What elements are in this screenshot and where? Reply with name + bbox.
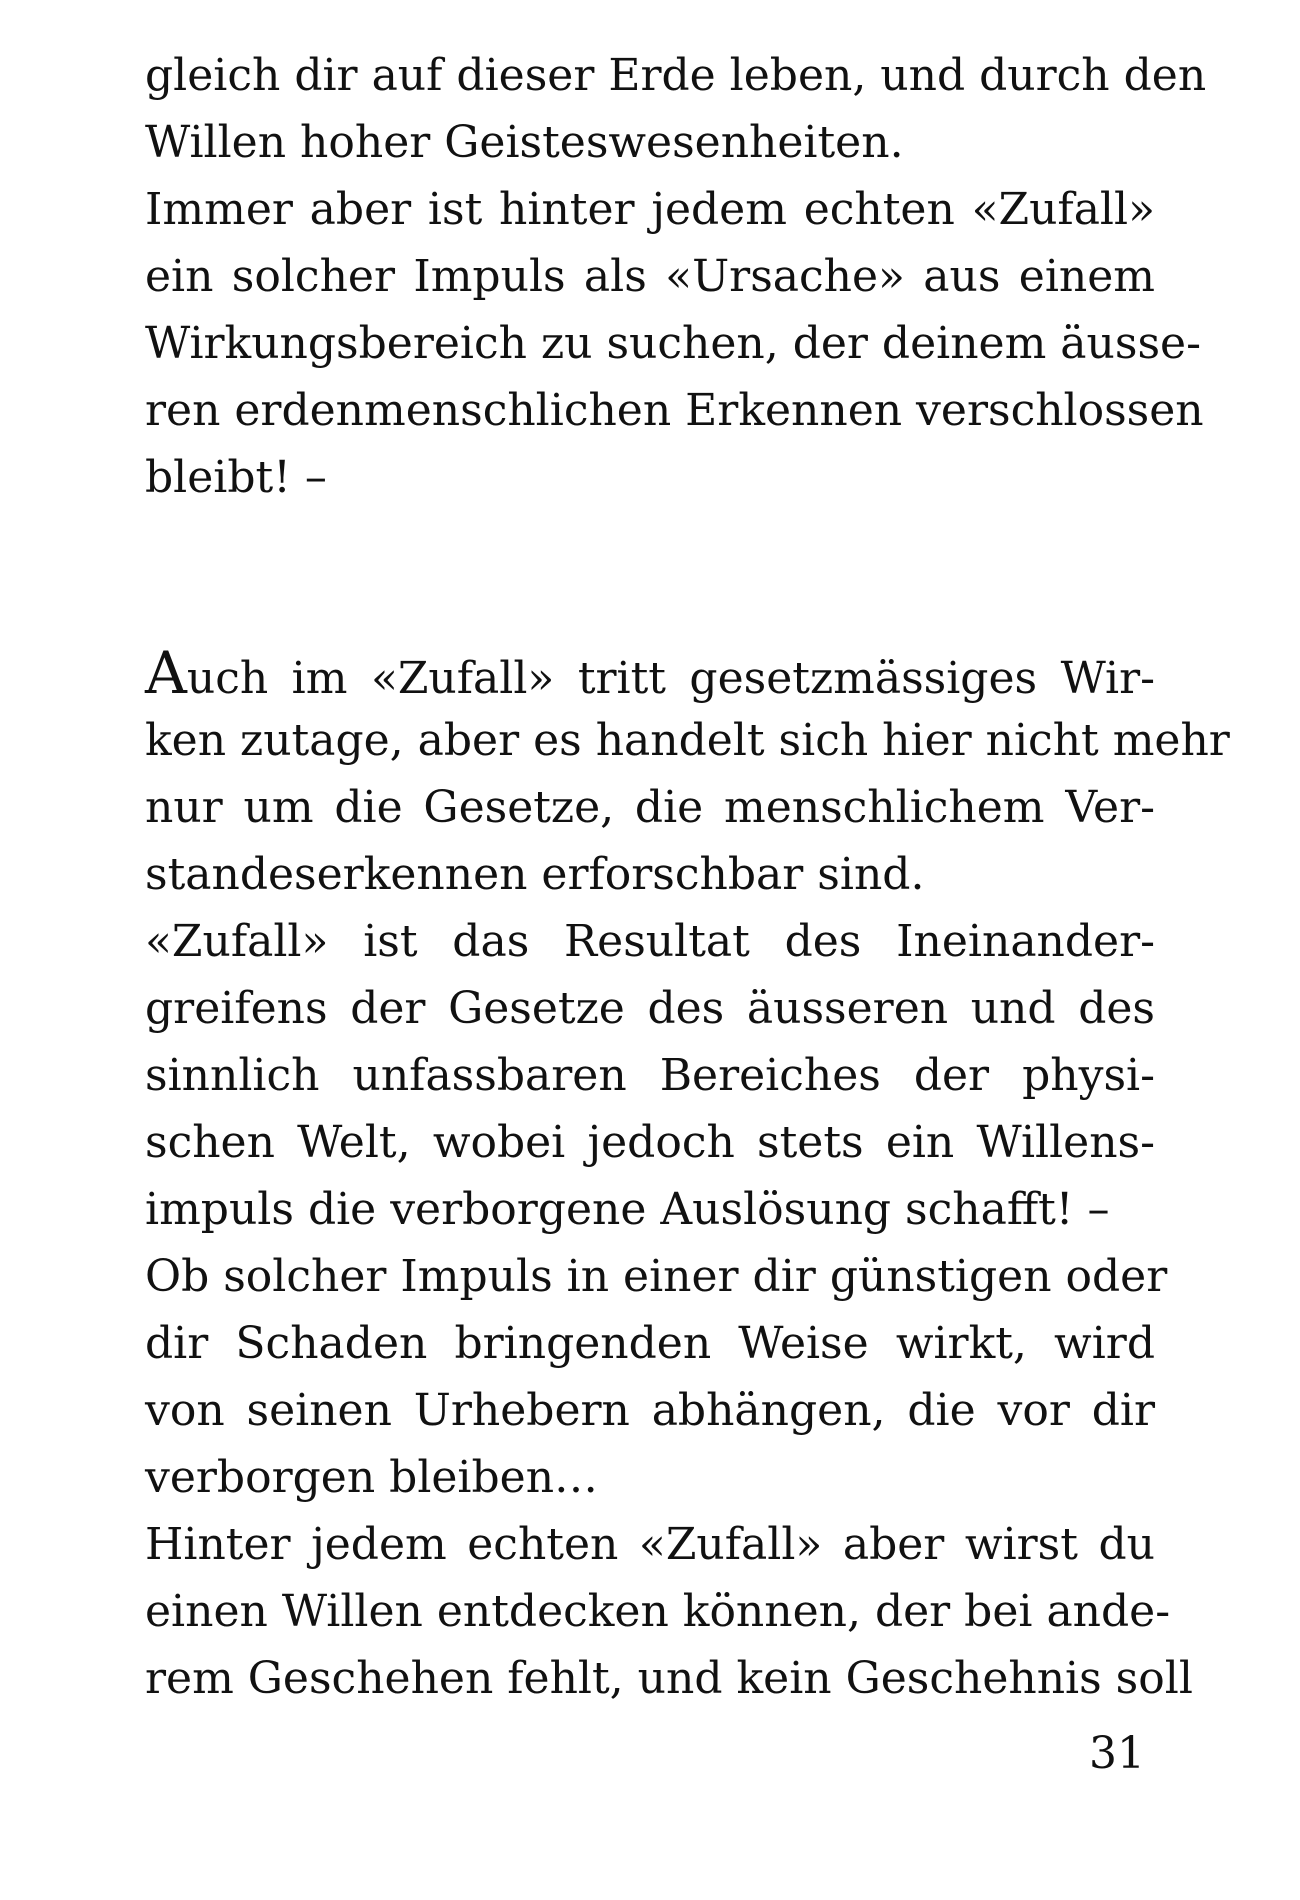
text-line: «Zufall» ist das Resultat des Ineinander- — [145, 916, 1155, 967]
text-line: Wirkungsbereich zu suchen, der deinem äusse- — [145, 318, 1201, 369]
text-line: einen Willen entdecken können, der bei ande- — [145, 1586, 1171, 1637]
text-line: gleich dir auf dieser Erde leben, und durch den — [145, 50, 1207, 101]
text-line: ren erdenmenschlichen Erkennen verschlossen — [145, 385, 1204, 436]
main-paragraph — [145, 639, 1230, 1712]
text-line: rem Geschehen fehlt, und kein Geschehnis soll — [145, 1653, 1193, 1704]
text-line: Willen hoher Geisteswesenheiten. — [145, 117, 904, 168]
text-line: nur um die Gesetze, die menschlichem Ver- — [145, 782, 1155, 833]
text-line: standeserkennen erforschbar sind. — [145, 849, 925, 900]
text-line: von seinen Urhebern abhängen, die vor dir — [145, 1385, 1155, 1436]
text-line: bleibt! – — [145, 452, 327, 503]
text-line: sinnlich unfassbaren Bereiches der physi- — [145, 1050, 1155, 1101]
dropcap-letter: A — [145, 639, 187, 707]
first-line-text: uch im «Zufall» tritt gesetzmässiges Wir- — [186, 653, 1155, 704]
text-line: ein solcher Impuls als «Ursache» aus einem — [145, 251, 1155, 302]
text-line: dir Schaden bringenden Weise wirkt, wird — [145, 1318, 1155, 1369]
text-line: Hinter jedem echten «Zufall» aber wirst du — [145, 1519, 1155, 1570]
top-paragraph — [145, 42, 1207, 511]
text-line: Immer aber ist hinter jedem echten «Zufall» — [145, 184, 1155, 235]
text-line: ken zutage, aber es handelt sich hier nicht mehr — [145, 715, 1230, 766]
text-line: verborgen bleiben… — [145, 1452, 599, 1503]
page-number: 31 — [1089, 1728, 1145, 1779]
text-line: impuls die verborgene Auslösung schafft! – — [145, 1184, 1110, 1235]
text-line: schen Welt, wobei jedoch stets ein Willens- — [145, 1117, 1155, 1168]
text-line-first — [145, 640, 1155, 707]
text-line: Ob solcher Impuls in einer dir günstigen oder — [145, 1251, 1168, 1302]
text-line: greifens der Gesetze des äusseren und des — [145, 983, 1155, 1034]
